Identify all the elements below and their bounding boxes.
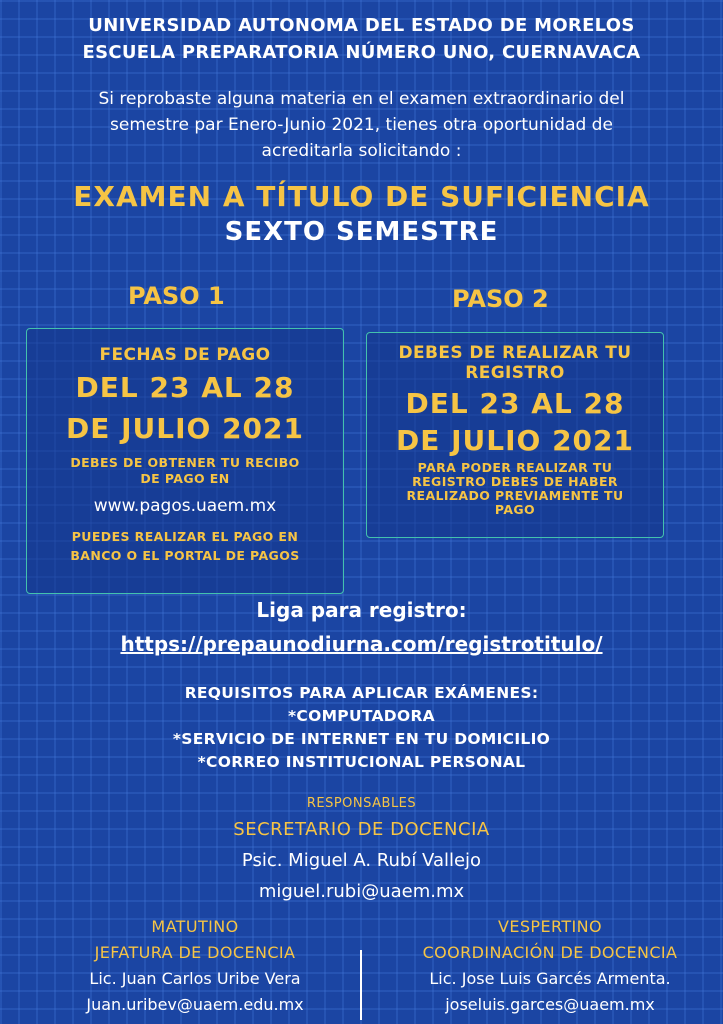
responsables-label: RESPONSABLES bbox=[306, 796, 417, 811]
requisito-item: *COMPUTADORA bbox=[288, 707, 435, 725]
matutino-turno: MATUTINO bbox=[151, 917, 239, 936]
university-name: UNIVERSIDAD AUTONOMA DEL ESTADO DE MORELOS bbox=[88, 15, 635, 36]
exam-title: EXAMEN A TÍTULO DE SUFICIENCIA bbox=[73, 180, 650, 213]
matutino-name: Lic. Juan Carlos Uribe Vera bbox=[89, 969, 301, 988]
vespertino-cargo: COORDINACIÓN DE DOCENCIA bbox=[422, 943, 678, 962]
paso-1-note-line-2: DE PAGO EN bbox=[140, 471, 230, 486]
paso-1-heading: FECHAS DE PAGO bbox=[99, 345, 271, 365]
paso-2-note-line-3: REALIZADO PREVIAMENTE TU bbox=[406, 488, 624, 503]
vespertino-turno: VESPERTINO bbox=[498, 917, 602, 936]
intro-text bbox=[0, 86, 723, 164]
intro-line-3: acreditarla solicitando : bbox=[261, 141, 462, 161]
paso-1-box bbox=[26, 328, 344, 594]
paso-1-dates-line-1: DEL 23 AL 28 bbox=[75, 371, 295, 404]
paso-1-foot-line-2: BANCO O EL PORTAL DE PAGOS bbox=[70, 548, 300, 563]
intro-line-1: Si reprobaste alguna materia en el examen extraordinario del bbox=[98, 89, 625, 109]
paso-2-dates-line-2: DE JULIO 2021 bbox=[395, 424, 634, 457]
column-divider bbox=[360, 950, 362, 1020]
semester-title: SEXTO SEMESTRE bbox=[224, 217, 499, 247]
pagos-link[interactable]: www.pagos.uaem.mx bbox=[93, 496, 277, 516]
university-header bbox=[0, 12, 723, 66]
paso-2-note-line-4: PAGO bbox=[494, 502, 536, 517]
vespertino-name: Lic. Jose Luis Garcés Armenta. bbox=[429, 969, 671, 988]
paso-2-box bbox=[366, 332, 664, 538]
registro-label: Liga para registro: bbox=[256, 598, 467, 622]
matutino-email[interactable]: Juan.uribev@uaem.edu.mx bbox=[86, 995, 304, 1014]
paso-2-heading-line-1: DEBES DE REALIZAR TU bbox=[398, 343, 632, 363]
intro-line-2: semestre par Enero-Junio 2021, tienes otra oportunidad de bbox=[110, 115, 613, 135]
paso-2-heading-line-2: REGISTRO bbox=[465, 363, 565, 383]
paso-1-note-line-1: DEBES DE OBTENER TU RECIBO bbox=[70, 455, 300, 470]
paso-2-note-line-2: REGISTRO DEBES DE HABER bbox=[412, 474, 618, 489]
paso-1-foot-line-1: PUEDES REALIZAR EL PAGO EN bbox=[71, 529, 299, 544]
secretario-title: SECRETARIO DE DOCENCIA bbox=[233, 819, 490, 840]
secretario-name: Psic. Miguel A. Rubí Vallejo bbox=[241, 850, 482, 871]
paso-1-dates-line-2: DE JULIO 2021 bbox=[65, 412, 304, 445]
matutino-column bbox=[50, 914, 340, 1018]
vespertino-column bbox=[398, 914, 702, 1018]
paso-2-label: PASO 2 bbox=[452, 285, 549, 313]
registro-link[interactable]: https://prepaunodiurna.com/registrotitulo/ bbox=[120, 632, 603, 656]
secretario-email[interactable]: miguel.rubi@uaem.mx bbox=[258, 881, 465, 902]
paso-1-label: PASO 1 bbox=[128, 282, 225, 310]
school-name: ESCUELA PREPARATORIA NÚMERO UNO, CUERNAVACA bbox=[82, 42, 641, 63]
requisitos-section bbox=[0, 682, 723, 774]
requisito-item: *SERVICIO DE INTERNET EN TU DOMICILIO bbox=[172, 730, 551, 748]
requisito-item: *CORREO INSTITUCIONAL PERSONAL bbox=[197, 753, 526, 771]
vespertino-email[interactable]: joseluis.garces@uaem.mx bbox=[445, 995, 655, 1014]
matutino-cargo: JEFATURA DE DOCENCIA bbox=[94, 943, 296, 962]
requisitos-heading: REQUISITOS PARA APLICAR EXÁMENES: bbox=[184, 684, 539, 702]
paso-2-dates-line-1: DEL 23 AL 28 bbox=[405, 387, 625, 420]
paso-2-note-line-1: PARA PODER REALIZAR TU bbox=[417, 460, 613, 475]
